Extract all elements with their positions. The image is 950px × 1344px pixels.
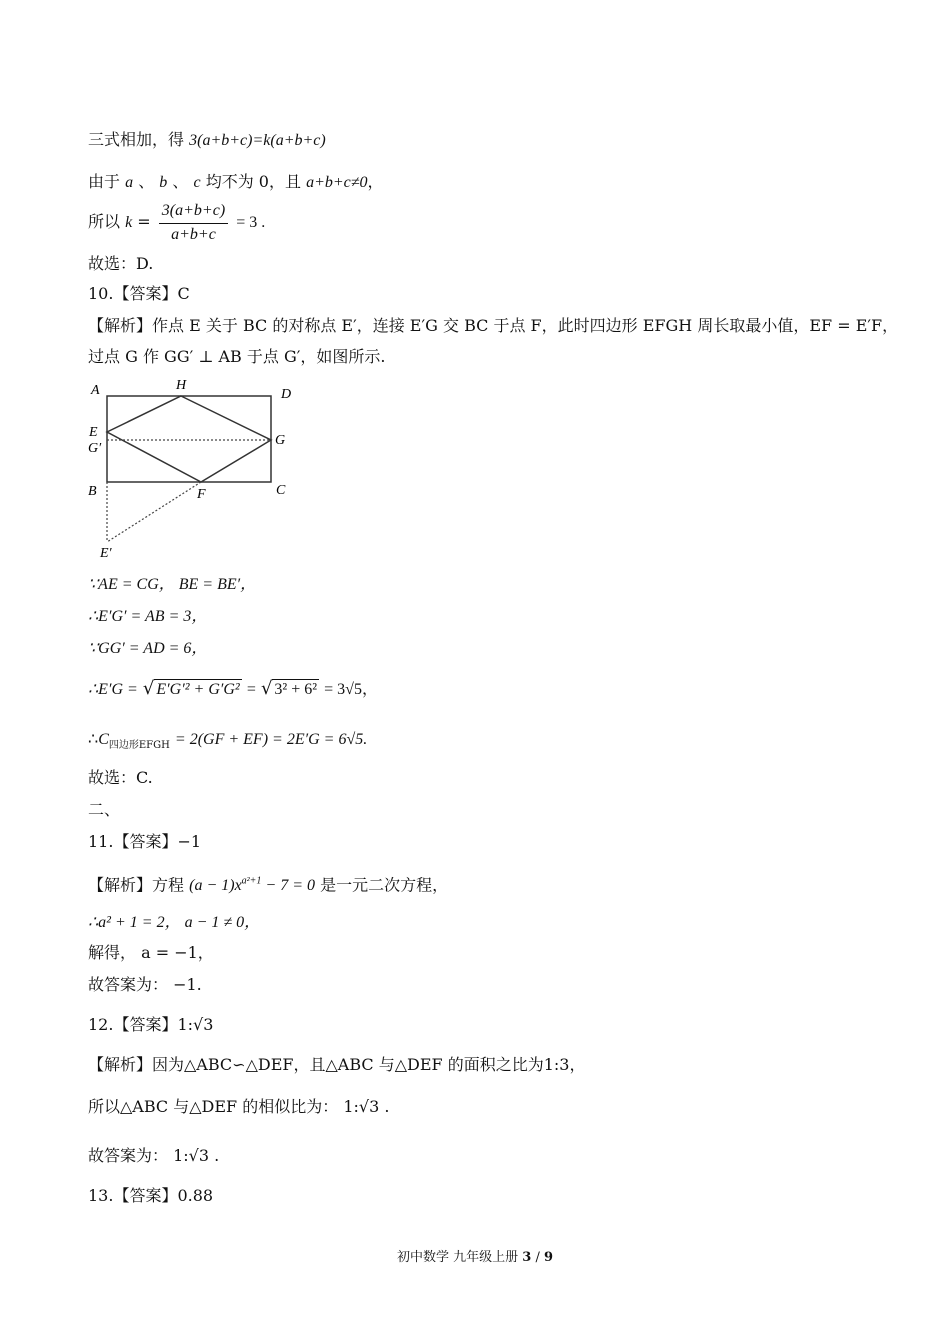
label-c: C [276, 483, 286, 498]
q11-answer: 11.【答案】−1 [88, 832, 202, 851]
footer-subject: 初中数学 九年级上册 [396, 1250, 519, 1265]
step-e1g-length: ∴E′G = √ E′G′² + G′G² = √ 3² + 6² = 3√5， [88, 678, 378, 699]
footer-page-total: 9 [543, 1250, 554, 1265]
line-nonzero: 由于 a 、 b 、 c 均不为 0，且 a+b+c≠0， [88, 172, 384, 191]
label-a: A [91, 383, 100, 398]
q11-step-3: 故答案为： −1. [88, 975, 202, 994]
label-b: B [88, 484, 97, 499]
q12-answer: 12.【答案】1:√3 [88, 1015, 214, 1034]
label-g: G [275, 433, 286, 448]
line-choose-d: 故选：D. [88, 254, 154, 273]
quadrilateral-efgh [107, 396, 271, 482]
q12-explanation: 【解析】因为△ABC∽△DEF，且△ABC 与△DEF 的面积之比为1:3， [88, 1055, 586, 1074]
step-ae-cg: ∵AE = CG， BE = BE′， [88, 576, 257, 593]
q11-step-2: 解得， a = −1， [88, 943, 214, 962]
q10-explanation-1: 【解析】作点 E 关于 BC 的对称点 E′，连接 E′G 交 BC 于点 F，此时四边形 EFGH 周长取最小值，EF = E′F， [88, 316, 899, 335]
q12-step-1: 所以△ABC 与△DEF 的相似比为： 1:√3 . [88, 1097, 390, 1116]
step-gg1: ∵GG′ = AD = 6， [88, 640, 208, 657]
footer-page-number: 3 [522, 1250, 532, 1265]
line-choose-c: 故选：C. [88, 768, 153, 787]
fraction-k: $\frac{3(a+b+c)}{a+b+c}$ [159, 200, 228, 245]
math-nonzero: a+b+c≠0 [306, 174, 368, 191]
label-e1: E′ [100, 546, 112, 561]
line-k-value: 所以 k = $\frac{3(a+b+c)}{a+b+c}$ = 3 . [88, 202, 266, 243]
step-e1g1: ∴E′G′ = AB = 3， [88, 608, 208, 625]
q11-explanation: 【解析】方程 $(a - 1)x^{a^2+1} - 7 = 0$ 是一元二次方程， [88, 875, 449, 895]
math-sum-equation: 3(a+b+c)=k(a+b+c) [189, 132, 326, 149]
q10-answer: 10.【答案】C [88, 284, 190, 303]
section-two: 二、 [88, 800, 121, 819]
q12-step-2: 故答案为： 1:√3 . [88, 1146, 220, 1165]
label-g1: G′ [88, 441, 102, 456]
line-sum-three: 三式相加，得 3(a+b+c)=k(a+b+c) [88, 130, 326, 149]
label-e: E [89, 425, 98, 440]
q11-step-1: ∴a² + 1 = 2， a − 1 ≠ 0， [88, 914, 261, 931]
rectangle-abcd [107, 396, 271, 482]
step-perimeter: $\therefore C_{四边形EFGH} = 2(GF + EF) = 2E'G = 6√5$. [88, 731, 368, 752]
dotted-fe1 [107, 482, 201, 542]
label-d: D [281, 387, 292, 402]
q13-answer: 13.【答案】0.88 [88, 1186, 214, 1205]
footer-separator: / [535, 1250, 540, 1265]
label-h: H [176, 378, 187, 393]
rectangle-figure [84, 372, 314, 564]
label-f: F [197, 487, 206, 502]
q10-explanation-2: 过点 G 作 GG′ ⊥ AB 于点 G′，如图所示. [88, 347, 386, 366]
page-footer [0, 1246, 950, 1265]
